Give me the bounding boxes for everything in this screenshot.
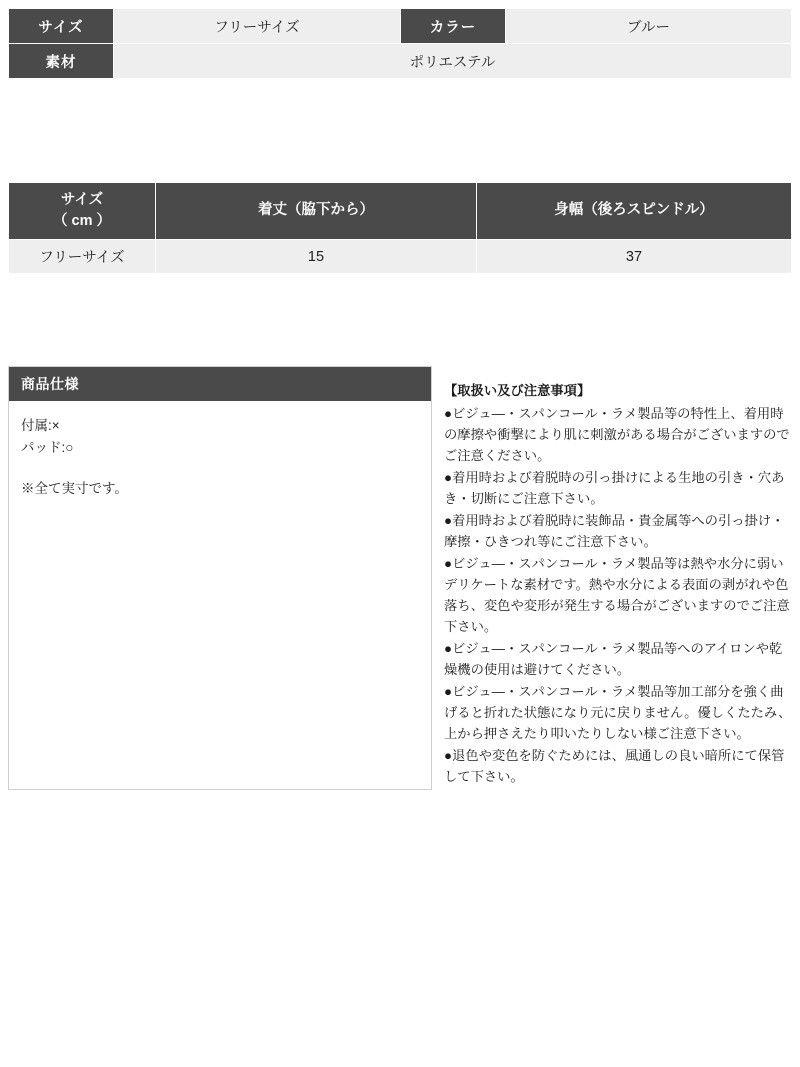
cautions-title: 【取扱い及び注意事項】 (444, 383, 591, 398)
spec-value-size: フリーサイズ (114, 9, 401, 44)
caution-item: ●退色や変色を防ぐためには、風通しの良い暗所にて保管して下さい。 (444, 748, 785, 784)
size-header-length: 着丈（脇下から） (156, 183, 477, 240)
spec-value-color: ブルー (506, 9, 792, 44)
table-row (9, 9, 792, 44)
caution-item: ●ビジュ―・スパンコール・ラメ製品等へのアイロンや乾燥機の使用は避けてください。 (444, 641, 783, 677)
product-spec-box-body (9, 401, 431, 500)
size-cell-length: 15 (156, 240, 477, 274)
size-header-size (9, 183, 156, 240)
size-header-size-line1: サイズ (60, 191, 104, 208)
spec-label-color: カラー (401, 9, 506, 44)
spec-note-line: ※全て実寸です。 (21, 480, 128, 496)
spec-label-size: サイズ (9, 9, 114, 44)
size-header-size-line2: （ cm ） (52, 213, 111, 229)
spec-accessory-line: 付属:× (21, 418, 60, 433)
product-spec-box-title: 商品仕様 (9, 367, 431, 401)
spec-pad-line: パッド:○ (21, 440, 74, 456)
product-spec-box (8, 366, 432, 790)
spec-label-material: 素材 (9, 44, 114, 79)
table-row (9, 240, 792, 274)
caution-item: ●ビジュ―・スパンコール・ラメ製品等は熱や水分に弱いデリケートな素材です。熱や水分による表面の剥がれや色落ち、変色や変形が発生する場合がございますのでご注意下さい。 (444, 556, 790, 634)
spec-value-material: ポリエステル (114, 44, 792, 79)
table-row (9, 44, 792, 79)
size-cell-size: フリーサイズ (9, 240, 156, 274)
cautions-section (444, 380, 794, 788)
size-measurement-table (8, 182, 792, 274)
spacer (21, 460, 419, 478)
size-header-width: 身幅（後ろスピンドル） (477, 183, 792, 240)
table-header-row (9, 183, 792, 240)
caution-item: ●着用時および着脱時の引っ掛けによる生地の引き・穴あき・切断にご注意下さい。 (444, 470, 785, 506)
caution-item: ●着用時および着脱時に装飾品・貴金属等への引っ掛け・摩擦・ひきつれ等にご注意下さい。 (444, 513, 785, 549)
caution-item: ●ビジュ―・スパンコール・ラメ製品等の特性上、着用時の摩擦や衝撃により肌に刺激がある場合がございますのでご注意ください。 (444, 406, 790, 463)
spec-table (8, 8, 792, 79)
size-cell-width: 37 (477, 240, 792, 274)
caution-item: ●ビジュ―・スパンコール・ラメ製品等加工部分を強く曲げると折れた状態になり元に戻りません。優しくたたみ、上から押さえたり叩いたりしない様ご注意下さい。 (444, 684, 792, 741)
